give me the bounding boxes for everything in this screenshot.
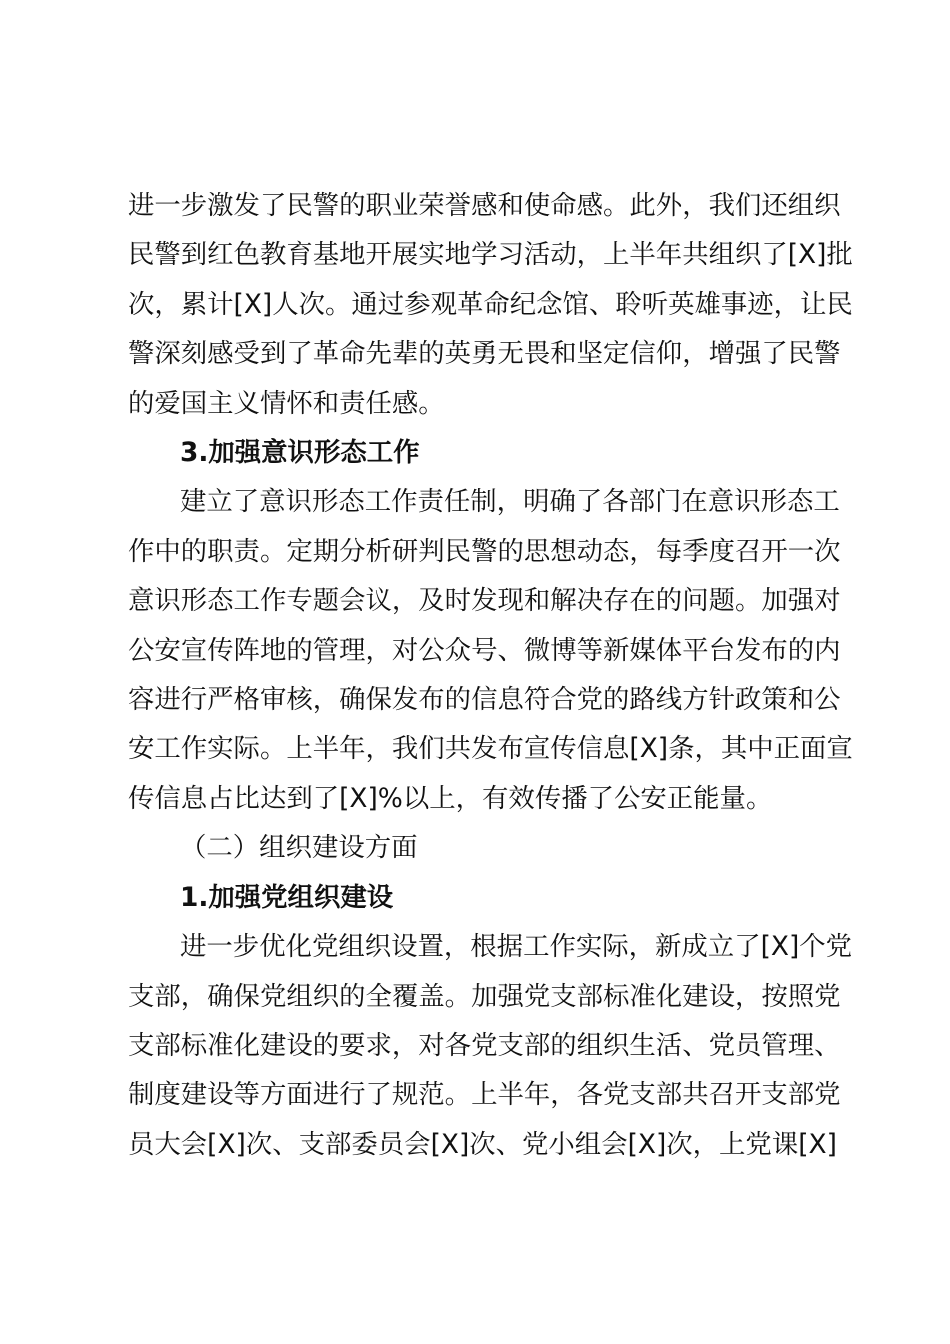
- section-heading-organization: [128, 823, 832, 872]
- subheading-ideology: [128, 428, 832, 477]
- text-line: 次，累计[X]人次。通过参观革命纪念馆、聆听英雄事迹，让民: [128, 288, 853, 320]
- text-line: 公安宣传阵地的管理，对公众号、微博等新媒体平台发布的内: [128, 634, 841, 666]
- text-line: 意识形态工作专题会议，及时发现和解决存在的问题。加强对: [128, 585, 841, 617]
- text-line: 安工作实际。上半年，我们共发布宣传信息[X]条，其中正面宣: [128, 733, 853, 765]
- section-heading-text: （二）组织建设方面: [180, 832, 418, 864]
- text-line: 员大会[X]次、支部委员会[X]次、党小组会[X]次，上党课[X]: [128, 1128, 837, 1160]
- document-page: [128, 181, 853, 1169]
- subheading-text: 1.加强党组织建设: [180, 881, 394, 913]
- text-line: 民警到红色教育基地开展实地学习活动，上半年共组织了[X]批: [128, 239, 853, 271]
- text-line: 支部标准化建设的要求，对各党支部的组织生活、党员管理、: [128, 1029, 841, 1061]
- text-line: 建立了意识形态工作责任制，明确了各部门在意识形态工: [180, 486, 840, 518]
- paragraph-morale: [128, 181, 853, 428]
- paragraph-ideology: [128, 477, 853, 823]
- text-line: 的爱国主义情怀和责任感。: [128, 387, 445, 419]
- subheading-party-organization: [128, 873, 832, 922]
- text-line: 制度建设等方面进行了规范。上半年，各党支部共召开支部党: [128, 1079, 841, 1111]
- text-line: 进一步激发了民警的职业荣誉感和使命感。此外，我们还组织: [128, 190, 841, 221]
- text-line: 作中的职责。定期分析研判民警的思想动态，每季度召开一次: [128, 535, 841, 567]
- subheading-text: 3.加强意识形态工作: [180, 437, 420, 469]
- text-line: 传信息占比达到了[X]%以上，有效传播了公安正能量。: [128, 782, 773, 814]
- text-line: 容进行严格审核，确保发布的信息符合党的路线方针政策和公: [128, 684, 841, 716]
- paragraph-party-organization: [128, 922, 853, 1169]
- text-line: 支部，确保党组织的全覆盖。加强党支部标准化建设，按照党: [128, 980, 841, 1012]
- text-line: 进一步优化党组织设置，根据工作实际，新成立了[X]个党: [180, 931, 853, 963]
- text-line: 警深刻感受到了革命先辈的英勇无畏和坚定信仰，增强了民警: [128, 338, 841, 370]
